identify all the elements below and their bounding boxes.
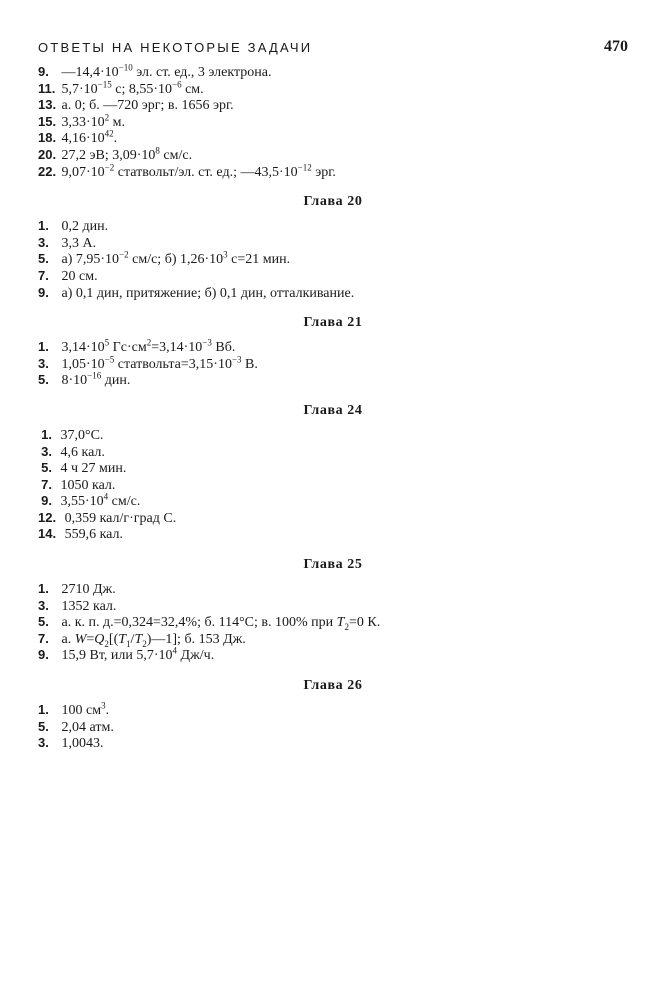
answer-number: 5. bbox=[41, 460, 52, 476]
running-head bbox=[38, 38, 628, 64]
answer-list bbox=[38, 702, 628, 752]
answer-item bbox=[38, 356, 628, 373]
answer-text: а. к. п. д.=0,324=32,4%; б. 114°С; в. 100% при $T_2=0$ К. bbox=[58, 615, 381, 633]
answer-number: 3. bbox=[38, 597, 49, 613]
answer-number: 5. bbox=[38, 614, 49, 630]
answer-text: 100 $см^3$. bbox=[58, 700, 110, 719]
answer-list bbox=[38, 339, 628, 389]
answer-text: а. 0; б. —720 эрг; в. 1656 эрг. bbox=[58, 98, 234, 114]
answer-item bbox=[38, 460, 628, 477]
answer-item bbox=[38, 477, 628, 494]
answer-number: 22. bbox=[38, 163, 57, 179]
answer-text: 2,04 атм. bbox=[58, 719, 114, 735]
running-head-title: ОТВЕТЫ НА НЕКОТОРЫЕ ЗАДАЧИ bbox=[38, 40, 313, 55]
answer-text: $9,07\cdot 10^{-2}$ статвольт/эл. ст. ед.; $—43,5\cdot 10^{-12}$ эрг. bbox=[58, 161, 336, 180]
answer-item bbox=[38, 78, 628, 98]
chapter-title: Глава 25 bbox=[303, 557, 363, 573]
answer-text: $5,7\cdot 10^{-15}$ с; $8,55\cdot 10^{-6}$ см. bbox=[58, 78, 204, 97]
answer-number: 1. bbox=[38, 702, 49, 718]
answer-item bbox=[38, 493, 628, 510]
answer-number: 7. bbox=[41, 476, 52, 492]
answer-text: $—14,4\cdot 10^{-10}$ эл. ст. ед., 3 электрона. bbox=[58, 62, 272, 80]
answer-text: $1,05\cdot 10^{-5}$ $статвольта=3,15\cdot 10^{-3}$ В. bbox=[58, 354, 258, 372]
chapter-title: Глава 26 bbox=[303, 678, 363, 694]
answer-item bbox=[38, 372, 628, 389]
answer-item bbox=[38, 614, 628, 631]
book-page bbox=[38, 38, 628, 752]
answer-text: а. $W=Q_2[(T_1/T_2)—1]$; б. 153 Дж. bbox=[58, 631, 246, 649]
chapter-section bbox=[38, 194, 628, 301]
answer-number: 1. bbox=[38, 339, 49, 355]
answer-text: 27,2 эВ; $3,09\cdot 10^8$ см/с. bbox=[58, 145, 193, 163]
answer-text: $4,16\cdot 10^{42}$. bbox=[58, 128, 118, 147]
answer-number: 3. bbox=[38, 735, 49, 751]
answer-item bbox=[38, 598, 628, 615]
answer-text: $3,55\cdot 10^4$ см/с. bbox=[57, 491, 141, 510]
answer-item bbox=[38, 526, 628, 543]
chapter-title: Глава 21 bbox=[303, 315, 363, 331]
chapter-title: Глава 20 bbox=[303, 194, 363, 210]
answer-text: 2710 Дж. bbox=[58, 582, 116, 598]
answer-text: а) $7,95\cdot 10^{-2}$ см/с; б) $1,26\cdot 10^3$ с=21 мин. bbox=[58, 249, 291, 268]
chapter-section bbox=[38, 64, 628, 180]
answer-number: 9. bbox=[41, 493, 52, 509]
chapter-section bbox=[38, 678, 628, 752]
answer-number: 3. bbox=[41, 443, 52, 459]
answer-item bbox=[38, 161, 628, 181]
answer-number: 12. bbox=[38, 509, 57, 525]
answer-text: 0,359 кал/г·град С. bbox=[61, 510, 177, 526]
answer-item bbox=[38, 147, 628, 164]
answer-number: 14. bbox=[38, 526, 57, 542]
answer-text: $3,33\cdot 10^2$ м. bbox=[58, 112, 126, 130]
answer-list bbox=[38, 427, 628, 543]
answer-number: 11. bbox=[38, 80, 56, 96]
answer-text: а) 0,1 дин, притяжение; б) 0,1 дин, отталкивание. bbox=[58, 285, 355, 301]
answer-item bbox=[38, 97, 628, 114]
answer-number: 9. bbox=[38, 64, 49, 79]
answer-item bbox=[38, 631, 628, 648]
answer-number: 1. bbox=[41, 426, 52, 442]
page-number: 470 bbox=[604, 38, 628, 55]
answer-number: 9. bbox=[38, 647, 49, 663]
chapter-section bbox=[38, 557, 628, 664]
answer-list bbox=[38, 218, 628, 301]
answer-number: 7. bbox=[38, 267, 49, 283]
answer-list bbox=[38, 64, 628, 180]
chapter-title: Глава 24 bbox=[303, 402, 363, 418]
chapter-section bbox=[38, 403, 628, 543]
answer-item bbox=[38, 702, 628, 719]
answer-item bbox=[38, 130, 628, 147]
answer-text: 1352 кал. bbox=[58, 598, 117, 614]
answer-item bbox=[38, 510, 628, 527]
answer-number: 7. bbox=[38, 630, 49, 646]
answer-number: 18. bbox=[38, 130, 57, 146]
answer-text: 3,3 А. bbox=[58, 235, 97, 251]
answer-text: 559,6 кал. bbox=[61, 527, 123, 543]
answer-number: 5. bbox=[38, 718, 49, 734]
answer-list bbox=[38, 581, 628, 664]
answer-number: 1. bbox=[38, 581, 49, 597]
answer-number: 3. bbox=[38, 234, 49, 250]
answer-text: $8\cdot 10^{-16}$ дин. bbox=[58, 370, 131, 389]
answer-item bbox=[38, 735, 628, 752]
answer-number: 15. bbox=[38, 113, 57, 129]
answer-item bbox=[38, 719, 628, 736]
answer-number: 1. bbox=[38, 218, 49, 234]
answer-item bbox=[38, 647, 628, 664]
answer-item bbox=[38, 251, 628, 268]
answer-number: 5. bbox=[38, 251, 49, 267]
answer-text: 1,0043. bbox=[58, 736, 104, 752]
answer-text: 20 см. bbox=[58, 268, 98, 284]
answer-item bbox=[38, 268, 628, 285]
answer-number: 3. bbox=[38, 355, 49, 371]
answer-item bbox=[38, 64, 628, 81]
answer-text: $3,14\cdot 10^5$ $Гс\cdot см^2=3,14\cdot 10^{-3}$ Вб. bbox=[58, 337, 236, 356]
answer-item bbox=[38, 114, 628, 131]
answer-text: 4 ч 27 мин. bbox=[57, 461, 127, 477]
answer-text: 0,2 дин. bbox=[58, 219, 109, 235]
answer-text: 4,6 кал. bbox=[57, 444, 105, 460]
answer-item bbox=[38, 339, 628, 356]
answer-text: 37,0°С. bbox=[57, 427, 104, 443]
chapter-section bbox=[38, 315, 628, 389]
answer-text: 15,9 Вт, или $5,7\cdot 10^4$ Дж/ч. bbox=[58, 645, 215, 664]
answer-item bbox=[38, 581, 628, 598]
answer-text: 1050 кал. bbox=[57, 477, 116, 493]
answer-number: 13. bbox=[38, 97, 57, 113]
answer-item bbox=[38, 285, 628, 302]
answer-number: 5. bbox=[38, 372, 49, 388]
answer-item bbox=[38, 444, 628, 461]
answer-item bbox=[38, 218, 628, 235]
answer-number: 9. bbox=[38, 284, 49, 300]
answers-body bbox=[38, 64, 628, 752]
answer-item bbox=[38, 427, 628, 444]
answer-number: 20. bbox=[38, 146, 57, 162]
